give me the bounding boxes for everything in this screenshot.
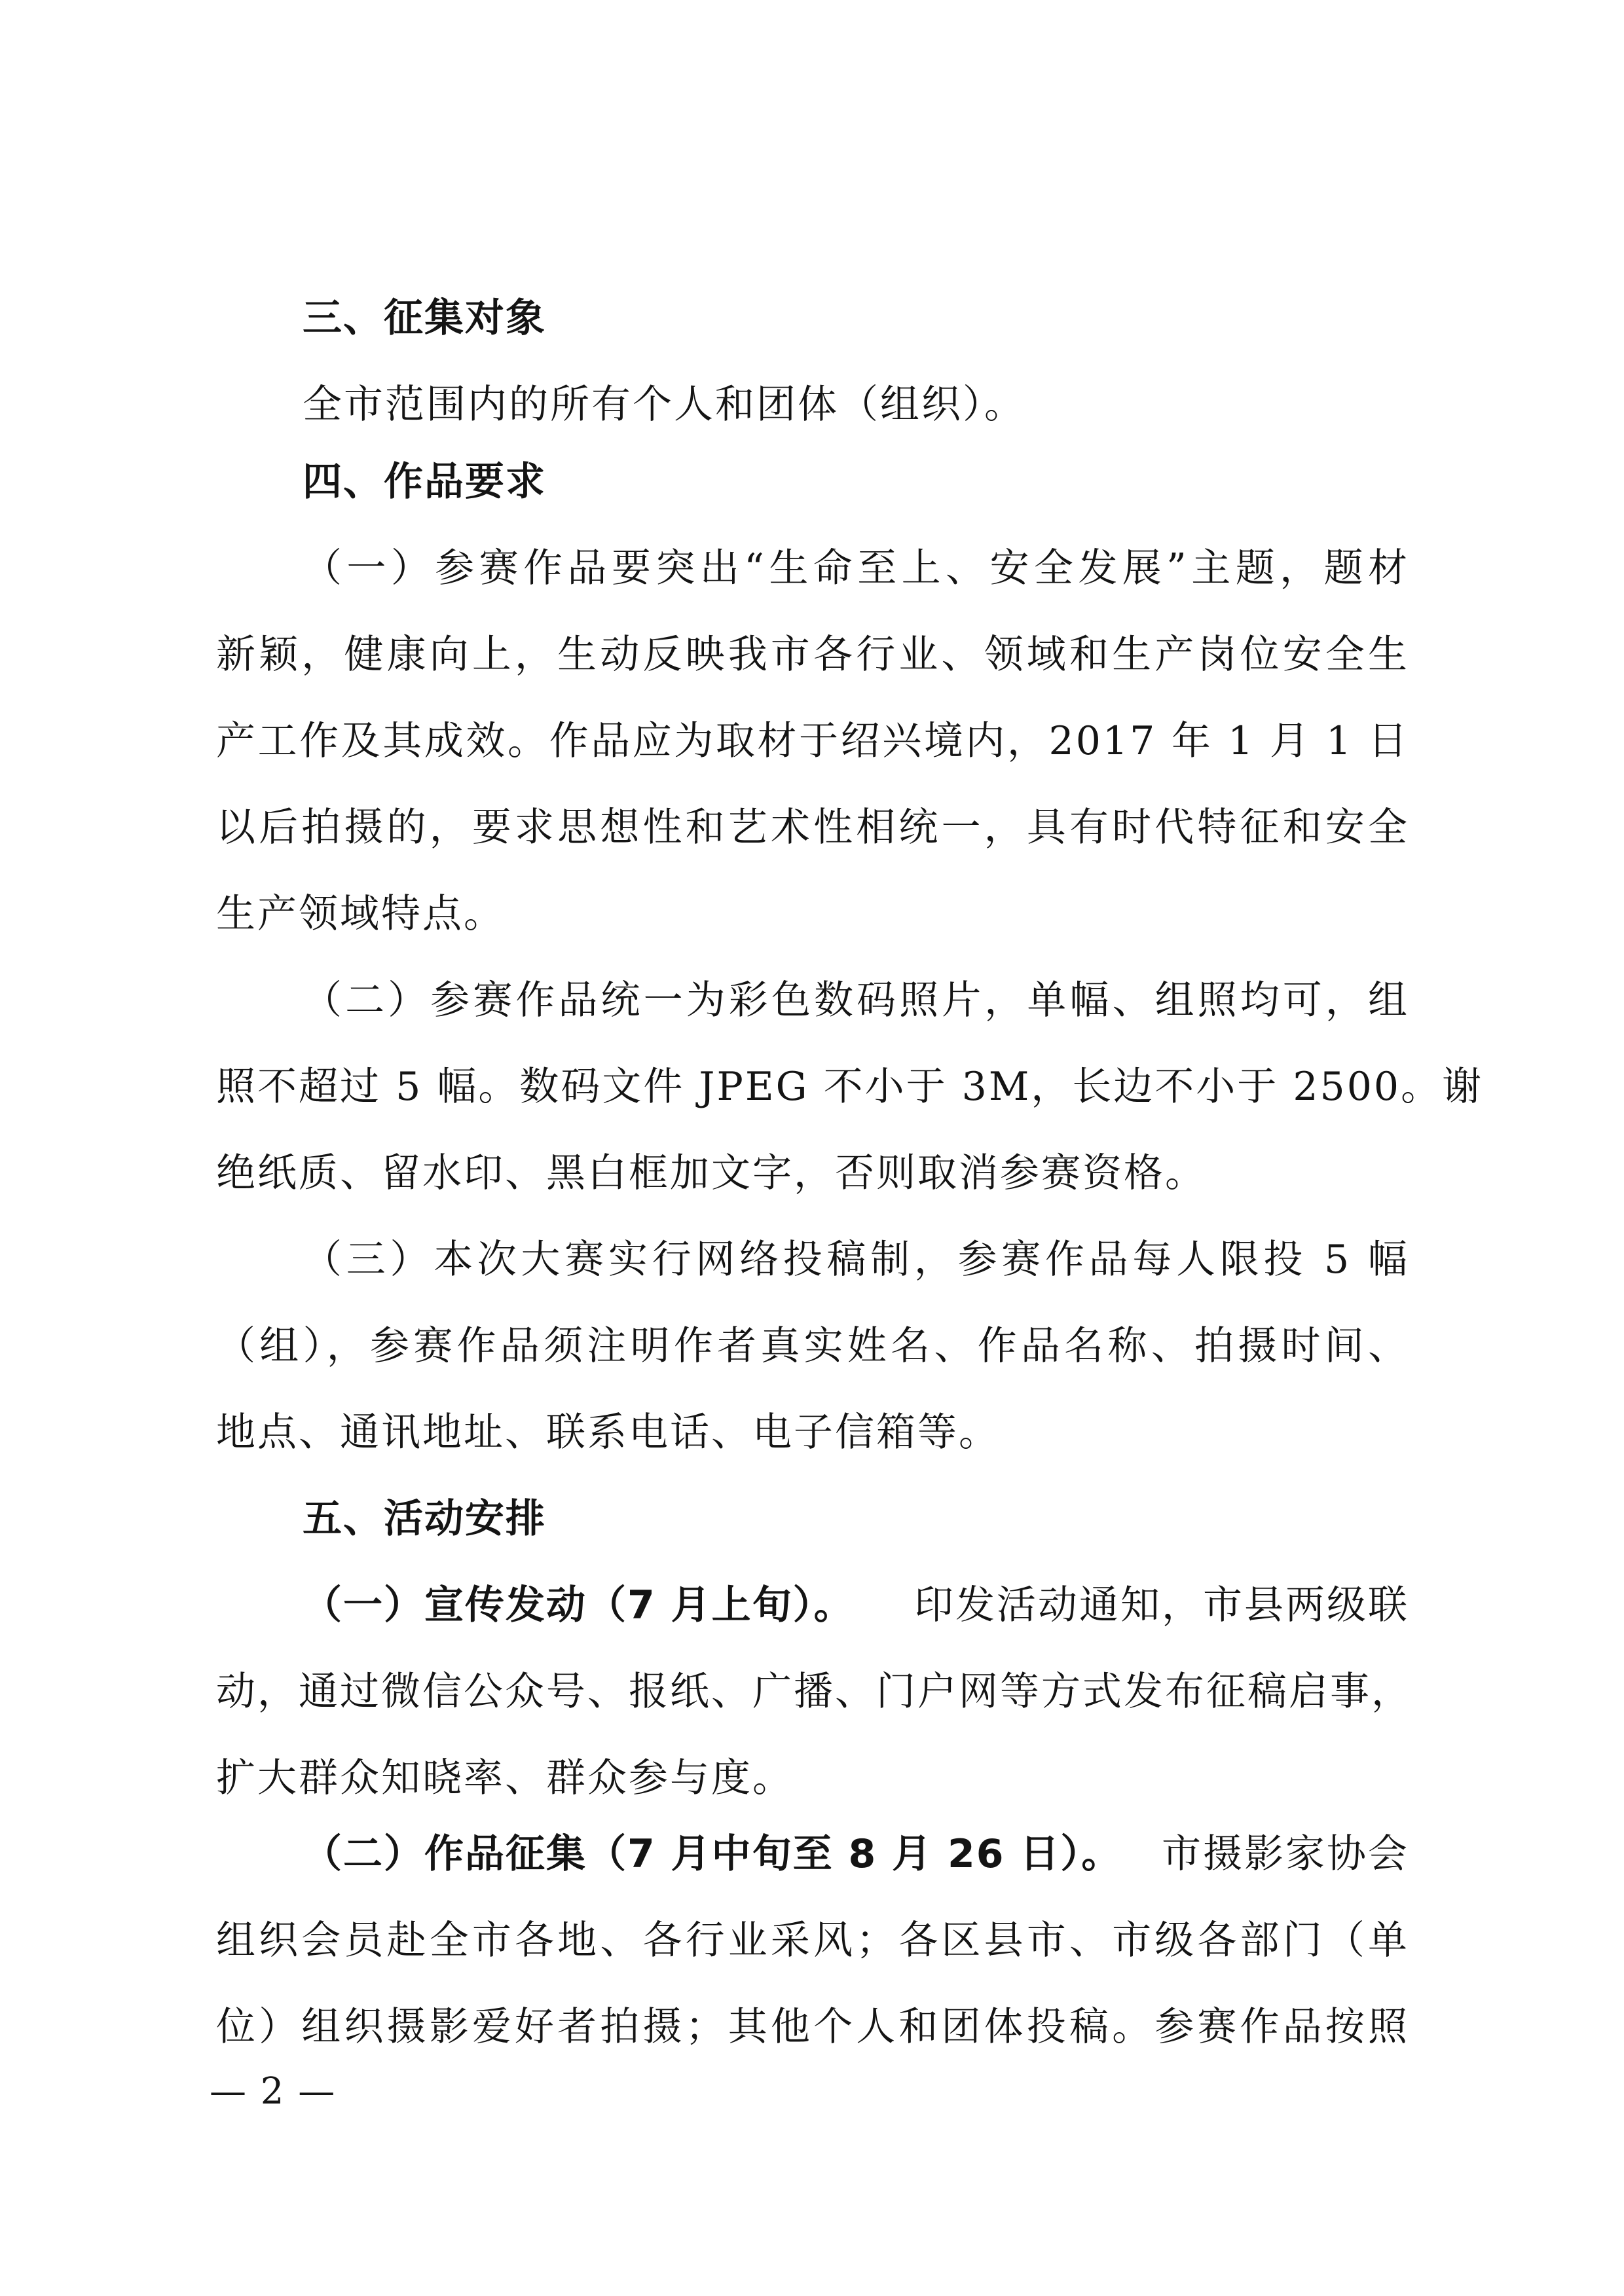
paragraph-text: 市摄影家协会 xyxy=(1162,1831,1409,1877)
paragraph-line: 位）组织摄影爱好者拍摄；其他个人和团体投稿。参赛作品按照 xyxy=(216,2004,1409,2050)
paragraph-line: 产工作及其成效。作品应为取材于绍兴境内，2017 年 1 月 1 日 xyxy=(216,718,1409,764)
paragraph-line: （三）本次大赛实行网络投稿制，参赛作品每人限投 5 幅 xyxy=(303,1237,1409,1283)
paragraph-line xyxy=(303,1821,1409,1887)
paragraph-line: 新颖，健康向上，生动反映我市各行业、领域和生产岗位安全生 xyxy=(216,632,1409,678)
section-heading-4: 四、作品要求 xyxy=(303,459,546,505)
paragraph-line: 照不超过 5 幅。数码文件 JPEG 不小于 3M，长边不小于 2500。谢 xyxy=(216,1064,1484,1110)
paragraph-line xyxy=(303,1573,1409,1638)
paragraph-line: 以后拍摄的，要求思想性和艺术性相统一，具有时代特征和安全 xyxy=(216,805,1409,850)
paragraph-line: 组织会员赴全市各地、各行业采风；各区县市、市级各部门（单 xyxy=(216,1918,1409,1963)
paragraph-line: 生产领域特点。 xyxy=(216,891,505,937)
paragraph-line: （组），参赛作品须注明作者真实姓名、作品名称、拍摄时间、 xyxy=(216,1323,1409,1369)
paragraph-line: 地点、通讯地址、联系电话、电子信箱等。 xyxy=(216,1410,1000,1455)
sub-heading-publicity: （一）宣传发动（7 月上旬）。 xyxy=(303,1582,855,1628)
paragraph-line: 绝纸质、留水印、黑白框加文字，否则取消参赛资格。 xyxy=(216,1150,1206,1196)
paragraph-line: 动，通过微信公众号、报纸、广播、门户网等方式发布征稿启事， xyxy=(216,1669,1412,1715)
section-heading-3: 三、征集对象 xyxy=(303,295,546,341)
sub-heading-collection: （二）作品征集（7 月中旬至 8 月 26 日）。 xyxy=(303,1831,1122,1877)
paragraph-line: （一）参赛作品要突出“生命至上、安全发展”主题，题材 xyxy=(303,545,1409,591)
paragraph-text: 印发活动通知，市县两级联 xyxy=(914,1582,1409,1628)
paragraph-line: （二）参赛作品统一为彩色数码照片，单幅、组照均可，组 xyxy=(303,977,1409,1023)
section-heading-5: 五、活动安排 xyxy=(303,1496,546,1542)
page-number: — 2 — xyxy=(210,2070,337,2113)
section-3-text: 全市范围内的所有个人和团体（组织）。 xyxy=(303,382,1025,428)
paragraph-line: 扩大群众知晓率、群众参与度。 xyxy=(216,1755,794,1801)
